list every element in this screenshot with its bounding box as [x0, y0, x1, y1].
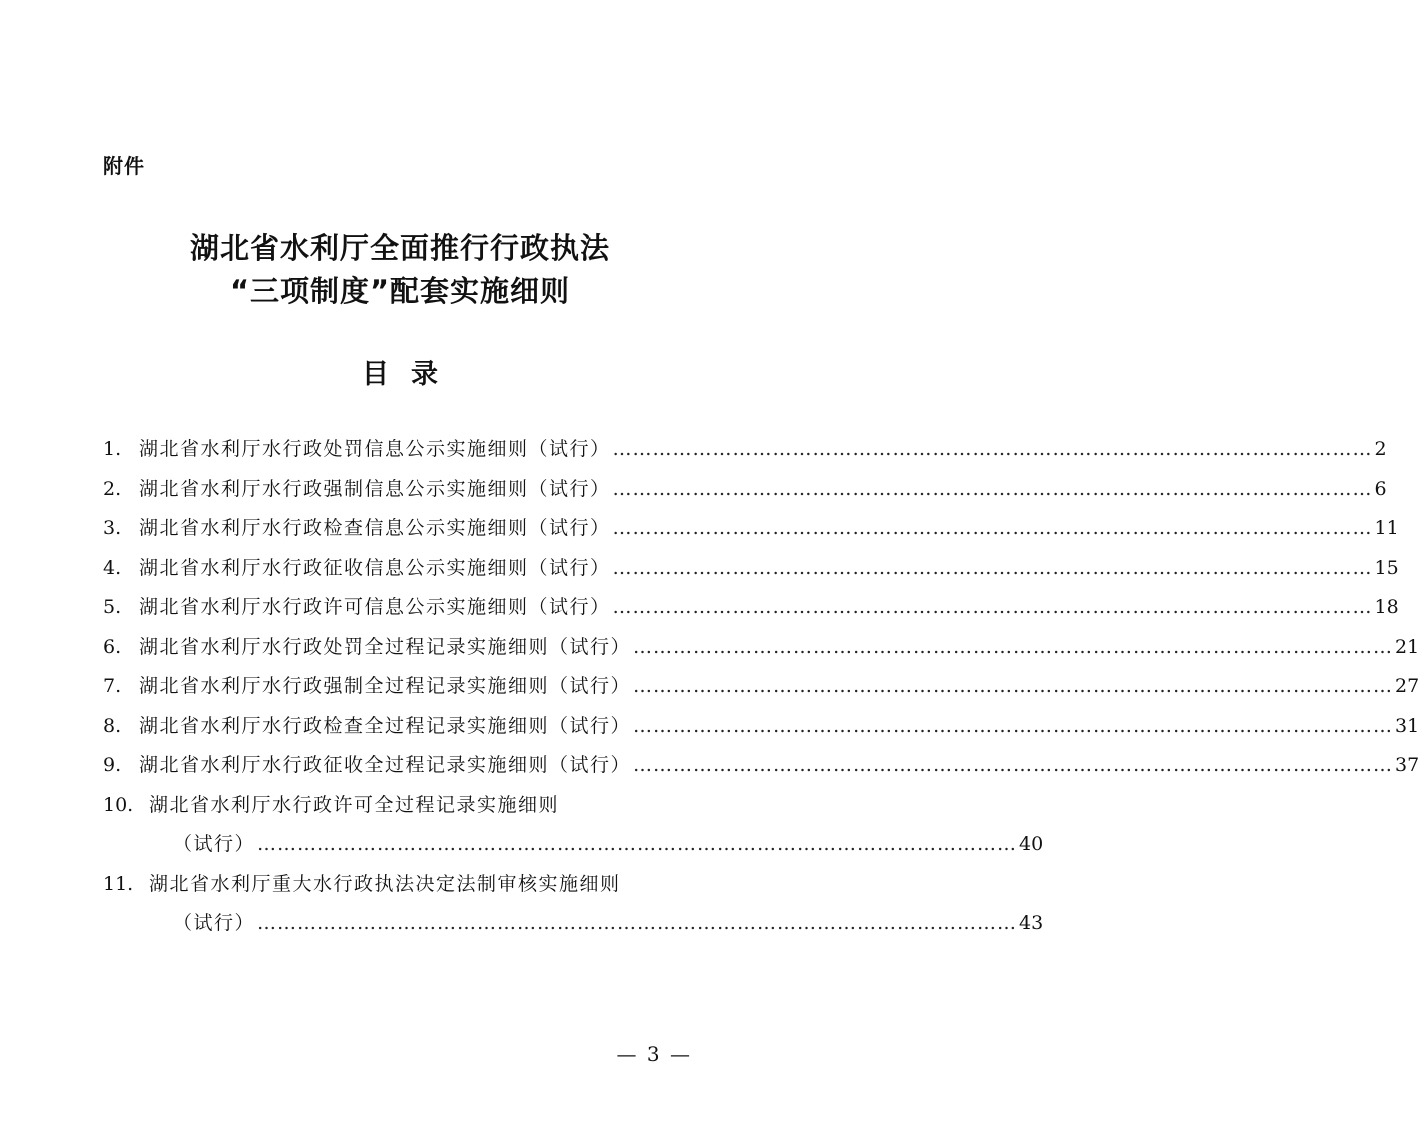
toc-entry-page: 11: [1374, 517, 1399, 539]
toc-entry-title: 湖北省水利厅水行政征收信息公示实施细则（试行）: [139, 556, 611, 579]
toc-entry-page: 40: [1019, 833, 1044, 855]
toc-leader-dots: ……………………………………………………………………………………………………: [633, 635, 1394, 658]
toc-entry-number: 1.: [103, 438, 122, 460]
toc-entry-continuation[interactable]: [103, 904, 1044, 944]
toc-heading: 目录: [362, 359, 460, 390]
toc-leader-dots: ……………………………………………………………………………………………………: [633, 754, 1394, 776]
toc-entry[interactable]: [103, 786, 700, 826]
toc-entry-title: 湖北省水利厅水行政检查信息公示实施细则（试行）: [139, 517, 611, 539]
toc-entry-number: 6.: [103, 635, 122, 658]
toc-entry-page: 43: [1019, 912, 1044, 934]
toc-entry-number: 8.: [103, 714, 122, 737]
toc-entry-title: 湖北省水利厅重大水行政执法决定法制审核实施细则: [149, 872, 621, 895]
toc-leader-dots: ……………………………………………………………………………………………………: [612, 596, 1373, 618]
toc-leader-dots: ……………………………………………………………………………………………………: [612, 517, 1373, 539]
toc-entry-title: 湖北省水利厅水行政强制全过程记录实施细则（试行）: [139, 675, 632, 697]
toc-entry-title: 湖北省水利厅水行政许可信息公示实施细则（试行）: [139, 596, 611, 618]
toc-entry-page: 2: [1374, 438, 1387, 460]
toc-leader-dots: ……………………………………………………………………………………………………: [633, 714, 1394, 737]
toc-entry[interactable]: [103, 430, 1387, 470]
toc-leader-dots: ……………………………………………………………………………………………………: [612, 556, 1373, 579]
toc-entry-number: 2.: [103, 477, 122, 500]
toc-entry[interactable]: [103, 470, 1387, 510]
toc-entry-number: 3.: [103, 517, 122, 539]
toc-entry-number: 10.: [103, 793, 134, 816]
toc-entry-title: 湖北省水利厅水行政许可全过程记录实施细则: [149, 793, 560, 816]
toc-leader-dots: ……………………………………………………………………………………………………: [257, 833, 1018, 855]
toc-entry-title: 湖北省水利厅水行政处罚信息公示实施细则（试行）: [139, 438, 611, 460]
toc-entry-title: 湖北省水利厅水行政强制信息公示实施细则（试行）: [139, 477, 611, 500]
toc-entry-number: 4.: [103, 556, 122, 579]
toc-entry[interactable]: [103, 588, 1399, 628]
toc-entry-page: 15: [1374, 556, 1399, 579]
toc-entry-number: 5.: [103, 596, 122, 618]
toc-entry-title-cont: （试行）: [173, 912, 256, 934]
toc-entry-page: 6: [1374, 477, 1387, 500]
toc-entry-title: 湖北省水利厅水行政处罚全过程记录实施细则（试行）: [139, 635, 632, 658]
toc-entry-number: 7.: [103, 675, 122, 697]
toc-entry[interactable]: [103, 667, 1419, 707]
toc-leader-dots: ……………………………………………………………………………………………………: [612, 438, 1373, 460]
document-title-line-2: “三项制度”配套实施细则: [229, 274, 571, 308]
toc-entry-title: 湖北省水利厅水行政检查全过程记录实施细则（试行）: [139, 714, 632, 737]
toc-leader-dots: ……………………………………………………………………………………………………: [633, 675, 1394, 697]
toc-entry-continuation[interactable]: [103, 825, 1044, 865]
attachment-label: 附件: [103, 154, 145, 178]
toc-entry[interactable]: [103, 628, 1419, 668]
page-number: — 3 —: [616, 1042, 692, 1066]
toc-entry-title: 湖北省水利厅水行政征收全过程记录实施细则（试行）: [139, 754, 632, 776]
table-of-contents: [103, 430, 1419, 944]
toc-leader-dots: ……………………………………………………………………………………………………: [257, 912, 1018, 934]
toc-entry-page: 31: [1395, 714, 1419, 737]
toc-entry[interactable]: [103, 509, 1399, 549]
toc-entry-page: 27: [1395, 675, 1419, 697]
toc-entry-page: 21: [1395, 635, 1419, 658]
toc-leader-dots: ……………………………………………………………………………………………………: [612, 477, 1373, 500]
toc-entry-page: 37: [1395, 754, 1419, 776]
document-title-line-1: 湖北省水利厅全面推行行政执法: [189, 231, 610, 265]
toc-entry[interactable]: [103, 746, 1419, 786]
toc-entry-number: 9.: [103, 754, 122, 776]
toc-entry[interactable]: [103, 707, 1419, 747]
toc-entry-page: 18: [1374, 596, 1399, 618]
toc-entry[interactable]: [103, 865, 700, 905]
toc-entry-number: 11.: [103, 872, 134, 895]
toc-entry[interactable]: [103, 549, 1399, 589]
toc-entry-title-cont: （试行）: [173, 833, 256, 855]
